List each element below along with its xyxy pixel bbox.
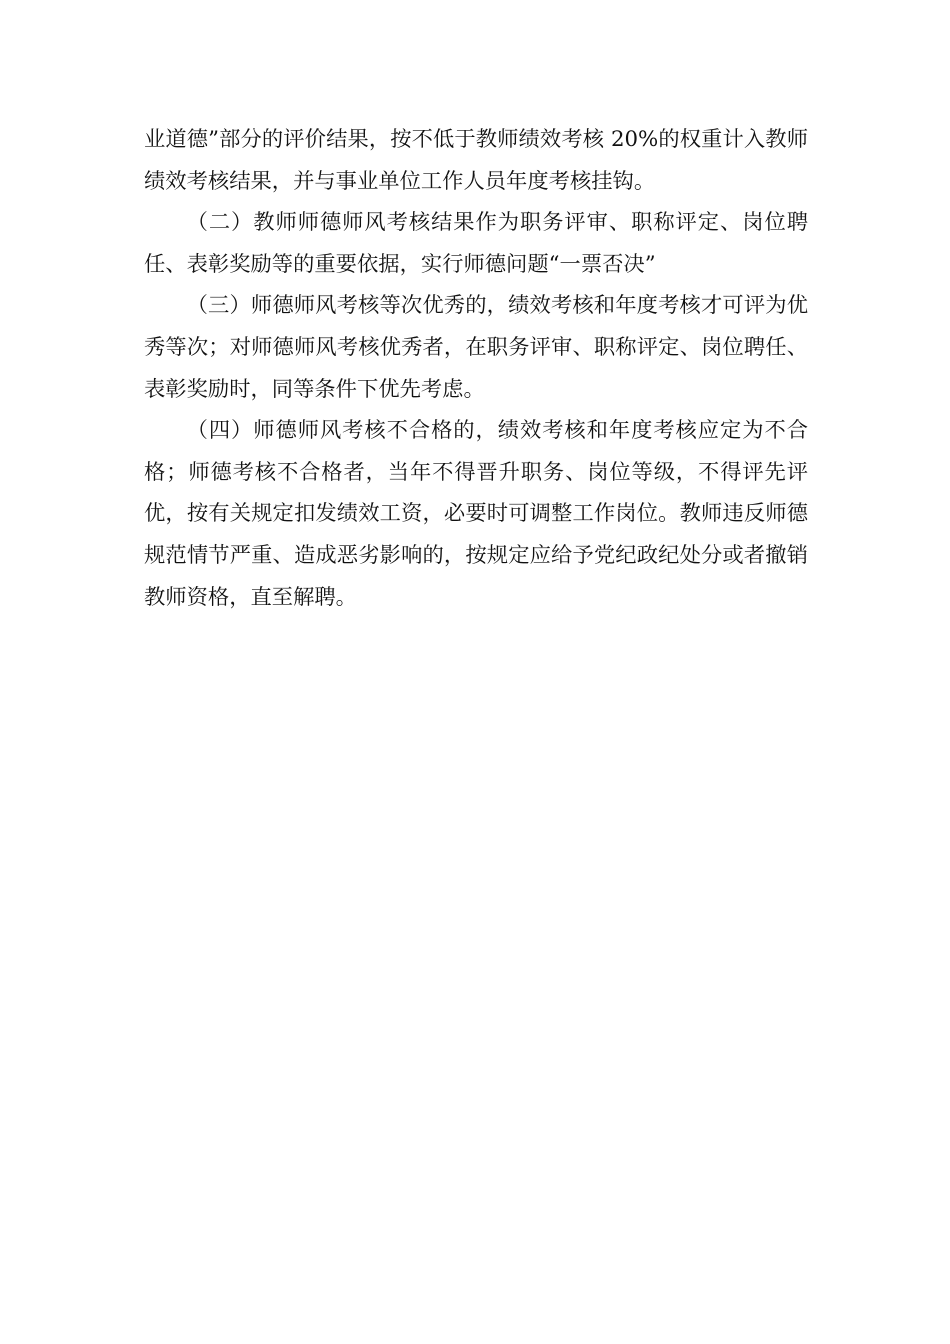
paragraph-item-2: （二）教师师德师风考核结果作为职务评审、职称评定、岗位聘任、表彰奖励等的重要依据，实行师德问题“一票否决”	[144, 210, 808, 277]
paragraph-item-4: （四）师德师风考核不合格的，绩效考核和年度考核应定为不合格；师德考核不合格者，当年不得晋升职务、岗位等级，不得评先评优，按有关规定扣发绩效工资，必要时可调整工作岗位。教师违反师德规范情节严重、造成恶劣影响的，按规定应给予党纪政纪处分或者撤销教师资格，直至解聘。	[144, 418, 808, 610]
paragraph-continued: 业道德”部分的评价结果，按不低于教师绩效考核 20%的权重计入教师绩效考核结果，并与事业单位工作人员年度考核挂钩。	[144, 127, 808, 194]
document-body	[144, 119, 808, 618]
paragraph-item-3: （三）师德师风考核等次优秀的，绩效考核和年度考核才可评为优秀等次；对师德师风考核优秀者，在职务评审、职称评定、岗位聘任、表彰奖励时，同等条件下优先考虑。	[144, 293, 808, 402]
